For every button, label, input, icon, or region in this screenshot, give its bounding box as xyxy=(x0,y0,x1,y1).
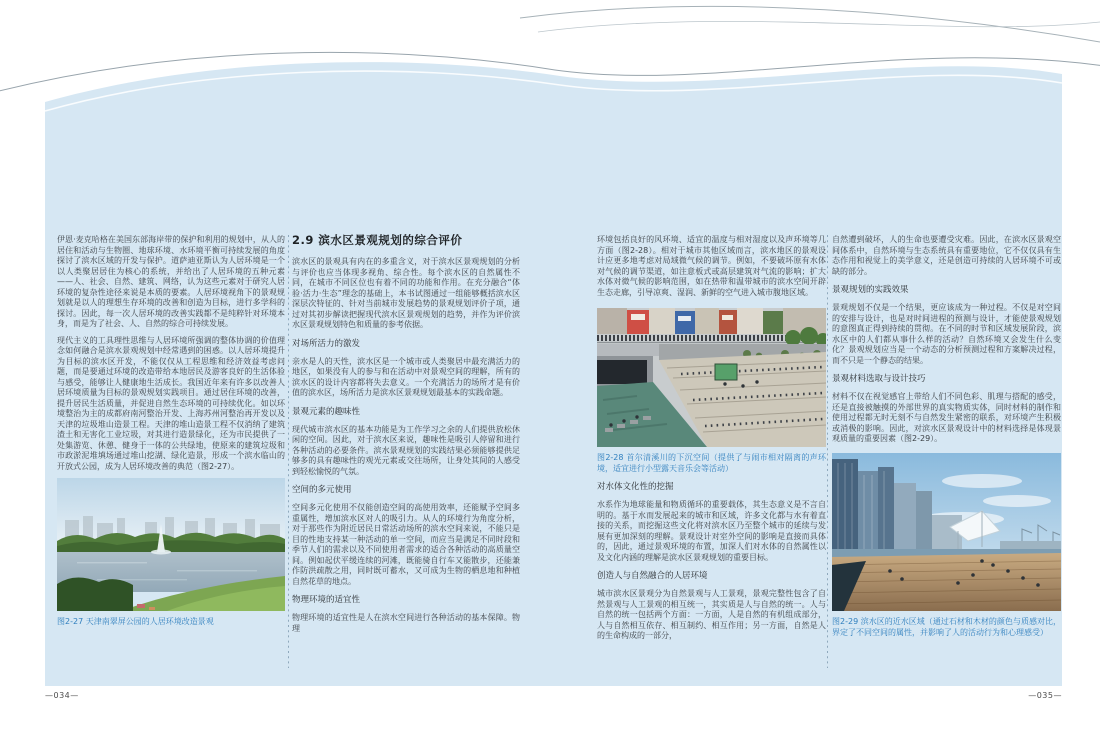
right-page-column-1 xyxy=(597,235,826,648)
paragraph: 亲水是人的天性，滨水区是一个城市或人类聚居中最充满活力的地区，如果没有人的参与和在活动中对景观空间的理解，所有的滨水区的设计内容都将失去意义。一个充满活力的场所才是有价值的滨水区，场所活力是滨水区景观规划最基本的实践命题。 xyxy=(292,356,520,397)
paragraph: 现代城市滨水区的基本功能是为工作学习之余的人们提供放松休闲的空间。因此，对于滨水区来说，趣味性是吸引人停留和进行各种活动的必要条件。滨水景观规划的实践结果必须能够提供足够多的具有趣味性的观光元素或交往场所，让身处其间的人感受到轻松愉悦的气氛。 xyxy=(292,424,520,476)
subheading: 物理环境的适宜性 xyxy=(292,595,361,605)
left-page-column-1 xyxy=(57,235,285,627)
subheading: 创造人与自然融合的人居环境 xyxy=(597,571,708,581)
paragraph: 自然遭到破坏，人的生命也要遭受灾难。因此，在滨水区景观空间体系中，自然环境与生态系统具有重要地位，它不仅仅具有生态作用和视觉上的美学意义，还是创造可持续的人居环境不可或缺的部分。 xyxy=(832,235,1061,276)
small-stage-screen xyxy=(715,364,737,380)
bridge-deck xyxy=(597,344,659,356)
wave-swoosh-1 xyxy=(520,6,1100,42)
paragraph: 物理环境的适宜性是人在滨水空间进行各种活动的基本保障。物理 xyxy=(292,613,520,633)
paragraph: 伊恩·麦克哈格在美国东部海岸带的保护和利用的规划中，从人的居住和活动与生物圈、地球环境、水环境平衡可持续发展的角度探讨了滨水区域的开发与保护。道萨迪亚斯认为人居环境是一个以人类聚居居住为核心的系统，并给出了人居环境的五种元素——人、社会、自然、建筑、网络，认为这些元素对于研究人居环境的复杂性途径来说是本质的要素。人居环境视角下的景观规划就是以人的理想生存环境的改善和创造为目标，进行多学科的探讨。因此，每一次人居环境的改善实践都不是纯粹针对环境本身，而是为了社会、人、自然的综合可持续发展。 xyxy=(57,235,285,328)
subheading: 景观规划的实践效果 xyxy=(832,285,909,295)
page-number-left: —034— xyxy=(45,691,79,700)
section-heading: 2.9 滨水区景观规划的综合评价 xyxy=(292,233,463,247)
paragraph: 空间多元化使用不仅能创造空间的高使用效率，还能赋予空间多重属性，增加滨水区对人的吸引力。从人的环境行为角度分析，对于那些作为附近居民日常活动场所的滨水空间来说，不能只是目的性地支持某一种活动的单一空间，而应当是满足不同时段和季节人们的需求以及不同使用者需求的适合各种活动的高质量空间。例如起伏平缓连续的河滩，既能骑自行车又能散步，还能兼作防洪疏散之用，同时既可蓄水，又可成为生物的栖息地和种植自然花草的地点。 xyxy=(292,503,520,586)
right-page-column-2 xyxy=(832,235,1061,638)
figure-2-28-caption: 图2-28 首尔清溪川的下沉空间（提供了与闹市相对隔离的声环境，适宜进行小型露天音乐会等活动） xyxy=(597,453,826,473)
subheading: 景观材料选取与设计技巧 xyxy=(832,374,926,384)
figure-2-27 xyxy=(57,478,285,627)
figure-2-29-photo-waterfront-boardwalk xyxy=(832,453,1061,611)
figure-2-27-caption: 图2-27 天津南翠屏公园的人居环境改造景观 xyxy=(57,617,214,626)
figure-2-29-caption: 图2-29 滨水区的近水区域（通过石材和木材的颜色与质感对比，界定了不同空间的属性，并影响了人的活动行为和心理感受） xyxy=(832,616,1061,637)
foreground-shrubs xyxy=(57,577,133,611)
subheading: 空间的多元使用 xyxy=(292,485,352,495)
paragraph: 城市滨水区景观分为自然景观与人工景观，景观完整性包含了自然景观与人工景观的相互统一，其实质是人与自然的统一。人与自然的统一包括两个方面：一方面，人是自然的有机组成部分，人与自然相互依存、相互制约、相互作用；另一方面，自然是人的生命构成的一部分， xyxy=(597,589,826,640)
wave-swoosh-2 xyxy=(538,21,1100,32)
street-buildings xyxy=(597,308,826,334)
paragraph: 滨水区的景观具有内在的多重含义，对于滨水区景观规划的分析与评价也应当体现多视角、综合性。每个滨水区的自然属性不同，在城市不同区位也有着不同的功能和作用。在充分融合“体验·活力·生态”理念的基础上，本书试图通过一组能够概括滨水区深层次特征的、针对当前城市发展趋势的景观规划评价子项，通过对其初步解读把握现代滨水区景观规划的趋势，并作为评价滨水区景观规划特色和质量的参考依据。 xyxy=(292,257,520,329)
page-number-right: —035— xyxy=(1028,691,1062,700)
subheading: 对水体文化性的挖掘 xyxy=(597,482,674,492)
left-page-column-2 xyxy=(292,233,520,640)
paragraph: 环境包括良好的风环境、适宜的温度与相对湿度以及声环境等几方面（图2-28）。相对于城市其他区域而言，滨水地区的景观设计应更多地考虑对局域微气候的调节。例如，不要破坏原有水体对气候的调节渠道，如注意板式或高层建筑对气流的影响；扩大水体对微气候的影响范围，如在热带和温带城市的滨水空间开辟生态走廊，引导凉爽、湿润、新鲜的空气进入城市腹地区域。 xyxy=(597,235,826,297)
paragraph: 景观规划不仅是一个结果，更应该成为一种过程。不仅是对空间的安排与设计，也是对时间进程的预测与设计，才能使景观规划的意图真正得到持续的贯彻。在不同的时节和区域发展阶段，滨水区中的人们都从事什么样的活动？自然环境又会发生什么变化？景观规划应当是一个动态的分析预测过程和方案解决过程，而不只是一个静态的结果。 xyxy=(832,303,1061,365)
bridge-underpass xyxy=(597,360,647,384)
figure-2-28 xyxy=(597,308,826,474)
figure-2-27-photo-park-lake xyxy=(57,478,285,611)
subheading: 景观元素的趣味性 xyxy=(292,406,361,417)
paragraph: 现代主义的工具理性思维与人居环境所强调的整体协调的价值理念如何融合是滨水景观规划中经常遇到的困惑。以人居环境提升为目标的滨水区开发，不能仅仅从工程思维和经济效益考虑问题，而是要通过环境的改造带给本地居民及游客良好的生活体验与感受，能够让人健康地生活成长。我国近年来有许多以改善人居环境质量为目标的景观规划实践项目。通过居住环境的改善，提升居民生活质量，并促进自然生态环境的可持续优化。如以环境整治为主的成都府南河整治开发、上海苏州河整治再开发以及天津的垃圾堆山造景工程。天津的堆山造景工程不仅消纳了建筑渣土和无害化工业垃圾，对其进行造景绿化，还为市民提供了一处集游览、休憩、健身于一体的公共绿地，使原来的建筑垃圾和市政淤泥堆填场通过堆山挖湖、绿化造景，形成一个滨水临山的开放式公园，成为人居环境改善的典范（图2-27）。 xyxy=(57,335,285,471)
paragraph: 水系作为地球能量和物质循环的重要载体，其生态意义是不言自明的。基于水而发展起来的城市和区域，许多文化都与水有着直接的关系，而挖掘这些文化将对滨水区乃至整个城市的延续与发展有更加深刻的理解。景观设计对室外空间的影响是直接而具体的，因此，通过景观环境的布置，加深人们对水体的自然属性以及文化内涵的理解是滨水区景观规划的重要目标。 xyxy=(597,500,826,562)
subheading: 对场所活力的激发 xyxy=(292,338,361,349)
paragraph: 材料不仅在视觉感官上带给人们不同色彩、肌理与搭配的感受，还是直接被触摸的外部世界的真实物质实体，同时材料的制作和使用过程都无时无刻不与自然发生紧密的联系，对环境产生积极或消极的影响。因此，对滨水区景观设计中的材料选择是体现景观质量的重要因素（图2-29）。 xyxy=(832,392,1061,443)
figure-2-28-photo-cheonggyecheon-stream xyxy=(597,308,826,447)
distant-shore xyxy=(1000,541,1061,549)
figure-2-29 xyxy=(832,453,1061,638)
